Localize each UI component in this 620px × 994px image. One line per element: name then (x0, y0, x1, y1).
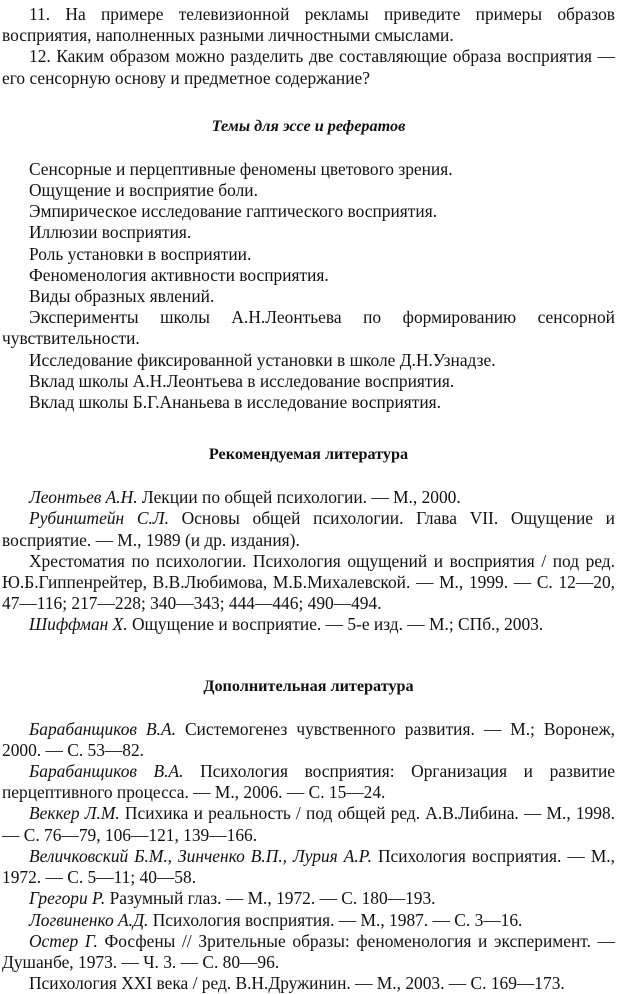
recommended-heading: Рекомендуемая литература (208, 445, 409, 464)
additional-item (2, 931, 615, 973)
ref-author: Барабанщиков В.А. (29, 718, 176, 739)
question-11: 11. На примере телевизионной рекламы приведите примеры образов восприятия, наполненных разными личностными смыслами. (2, 4, 615, 46)
theme-item: Вклад школы А.Н.Леонтьева в исследование восприятия. (29, 370, 455, 391)
theme-item: Ощущение и восприятие боли. (29, 180, 258, 201)
additional-item (2, 803, 615, 845)
additional-item (2, 761, 615, 803)
ref-author: Барабанщиков В.А. (29, 761, 184, 782)
theme-item: Вклад школы Б.Г.Ананьева в исследование восприятия. (29, 392, 442, 413)
ref-text: Психология восприятия: Организация и развитие перцептивного процесса. — М., 2006. — С. 15—24. (2, 761, 615, 803)
ref-text: Психология восприятия. — М., 1987. — С. 3—16. (148, 909, 523, 930)
ref-text: Психика и реальность / под общей ред. А.В.Либина. — М., 1998. — С. 76—79, 106—121, 139—166. (2, 803, 615, 845)
ref-text: Психология восприятия. — М., 1972. — С. 5—11; 40—58. (2, 845, 615, 888)
theme-item: Феноменология активности восприятия. (29, 264, 329, 285)
ref-text: Разумный глаз. — М., 1972. — С. 180—193. (105, 888, 436, 909)
ref-text: Ощущение и восприятие. — 5-е изд. — М.; СПб., 2003. (127, 614, 544, 635)
ref-text: Основы общей психологии. Глава VII. Ощущение и восприятие. — М., 1989 (и др. издания). (2, 508, 615, 550)
additional-heading: Дополнительная литература (203, 676, 414, 695)
recommended-item (2, 614, 615, 635)
additional-item (2, 973, 615, 994)
ref-text: Системогенез чувственного развития. — М.; Воронеж, 2000. — С. 53—82. (2, 718, 615, 760)
ref-author: Рубинштейн С.Л. (29, 508, 169, 529)
ref-text: Хрестоматия по психологии. Психология ощущений и восприятия / под ред. Ю.Б.Гиппенрейтер, В.В.Любимова, М.Б.Михалевской. — М., 1999. — С. 12—20, 47—116; 217—228; 340—343; 444—446; 490—494. (2, 550, 615, 614)
question-12: 12. Каким образом можно разделить две составляющие образа восприятия — его сенсорную основу и предметное содержание? (2, 46, 615, 88)
ref-author: Леонтьев А.Н. (29, 487, 138, 508)
theme-item: Роль установки в восприятии. (29, 243, 252, 264)
theme-item: Эксперименты школы А.Н.Леонтьева по формированию сенсорной чувствительности. (2, 307, 615, 349)
recommended-item (2, 487, 615, 508)
recommended-item (2, 508, 615, 550)
ref-author: Остер Г. (29, 930, 98, 951)
theme-item: Исследование фиксированной установки в школе Д.Н.Узнадзе. (29, 349, 496, 370)
theme-item: Эмпирическое исследование гаптического восприятия. (29, 201, 438, 222)
themes-heading: Темы для эссе и рефератов (211, 116, 406, 135)
theme-item: Иллюзии восприятия. (29, 222, 192, 243)
additional-item (2, 846, 615, 888)
theme-item: Виды образных явлений. (29, 286, 215, 307)
additional-item (2, 910, 615, 931)
ref-author: Грегори Р. (29, 888, 106, 909)
additional-item (2, 719, 615, 761)
ref-text: Лекции по общей психологии. — М., 2000. (137, 487, 461, 508)
ref-author: Шиффман Х. (29, 614, 128, 635)
recommended-item (2, 551, 615, 615)
additional-item (2, 888, 615, 909)
ref-author: Величковский Б.М., Зинченко В.П., Лурия А.Р. (29, 845, 372, 866)
ref-text: Фосфены // Зрительные образы: феноменология и эксперимент. — Душанбе, 1973. — Ч. 3. — С. 80—96. (2, 930, 616, 972)
ref-text: Психология XXI века / ред. В.Н.Дружинин. — М., 2003. — С. 169—173. (29, 973, 565, 994)
ref-author: Логвиненко А.Д. (29, 909, 149, 930)
theme-item: Сенсорные и перцептивные феномены цветового зрения. (29, 158, 453, 179)
ref-author: Веккер Л.М. (29, 803, 120, 824)
